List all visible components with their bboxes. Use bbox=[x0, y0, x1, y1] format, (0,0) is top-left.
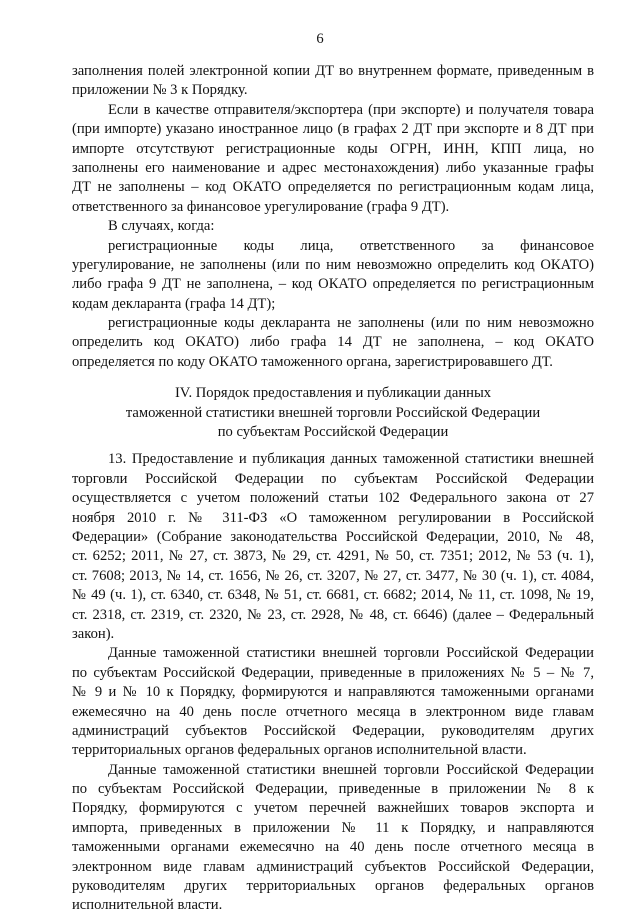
text-line: № 9 и № 10 к Порядку, формируются и направляются таможенными органами bbox=[72, 684, 594, 701]
text-line: В случаях, когда: bbox=[108, 218, 215, 235]
text-line: Данные таможенной статистики внешней торговли Российской Федерации bbox=[108, 645, 594, 662]
heading-line: по субъектам Российской Федерации bbox=[217, 424, 449, 441]
heading-line: IV. Порядок предоставления и публикации данных bbox=[174, 385, 492, 402]
text-line: регистрационные коды лица, ответственного за финансовое bbox=[108, 237, 594, 254]
text-line: по субъектам Российской Федерации, приведенные в приложениях № 5 – № 7, bbox=[72, 664, 594, 681]
text-line: Федерации» (Собрание законодательства Российской Федерации, 2010, № 48, bbox=[72, 528, 594, 545]
text-line: ст. 2318, ст. 2319, ст. 2320, № 23, ст. 2928, № 48, ст. 6646) (далее – Федеральный bbox=[72, 606, 594, 623]
document-body bbox=[72, 62, 594, 916]
text-line: заполнения полей электронной копии ДТ во внутреннем формате, приведенным в bbox=[72, 63, 594, 79]
text-line: по субъектам Российской Федерации, приведенные в приложении № 8 к bbox=[72, 781, 594, 798]
text-line: регистрационные коды декларанта не заполнены (или по ним невозможно bbox=[108, 315, 594, 332]
text-line: 13. Предоставление и публикация данных таможенной статистики внешней bbox=[108, 451, 594, 468]
text-line: определяется по коду ОКАТО таможенного органа, зарегистрировавшего ДТ. bbox=[72, 353, 553, 370]
paragraph bbox=[72, 62, 594, 101]
paragraph bbox=[72, 761, 594, 916]
text-line: кодам декларанта (графа 14 ДТ); bbox=[72, 295, 276, 312]
paragraph bbox=[72, 217, 594, 236]
text-line: Если в качестве отправителя/экспортера (при экспорте) и получателя товара bbox=[108, 101, 594, 118]
text-line: территориальных органов федеральных органов исполнительной власти. bbox=[72, 742, 527, 759]
paragraph bbox=[72, 644, 594, 760]
text-line: Данные таможенной статистики внешней торговли Российской Федерации bbox=[108, 761, 594, 778]
heading-line: таможенной статистики внешней торговли Российской Федерации bbox=[125, 404, 541, 421]
text-line: № 49 (ч. 1), ст. 6340, ст. 6348, № 51, ст. 6681, ст. 6682; 2014, № 11, ст. 1098, № 19, bbox=[72, 587, 594, 604]
text-line: закон). bbox=[72, 625, 115, 642]
text-line: урегулирование, не заполнены (или по ним невозможно определить код ОКАТО) bbox=[72, 256, 594, 273]
text-line: (при импорте) указано иностранное лицо (в графах 2 ДТ при экспорте и 8 ДТ при bbox=[72, 121, 594, 138]
paragraph bbox=[72, 450, 594, 644]
text-line: ноября 2010 г. № 311-ФЗ «О таможенном регулировании в Российской bbox=[72, 509, 594, 526]
text-line: таможенными органами ежемесячно на 40 день после отчетного месяца в bbox=[72, 839, 594, 856]
text-line: торговли Российской Федерации по субъектам Российской Федерации bbox=[72, 470, 594, 487]
paragraph bbox=[72, 237, 594, 315]
text-line: Порядку, формируются с учетом перечней важнейших товаров экспорта и bbox=[72, 800, 594, 817]
text-line: ст. 6252; 2011, № 27, ст. 3873, № 29, ст. 4291, № 50, ст. 7351; 2012, № 53 (ч. 1), bbox=[72, 548, 594, 565]
text-line: ст. 7608; 2013, № 14, ст. 1656, № 26, ст. 3207, № 27, ст. 3477, № 30 (ч. 1), ст. 4084, bbox=[72, 567, 594, 584]
page-number: 6 bbox=[316, 31, 324, 47]
text-line: ДТ не заполнены – код ОКАТО определяется по регистрационным кодам лица, bbox=[72, 179, 594, 196]
text-line: электронном виде главам администраций субъектов Российской Федерации, bbox=[72, 858, 594, 875]
text-line: ответственного за финансовое урегулирование (графа 9 ДТ). bbox=[72, 198, 450, 215]
text-line: исполнительной власти. bbox=[72, 897, 223, 914]
text-line: ежемесячно на 40 день после отчетного месяца в электронном виде главам bbox=[72, 703, 594, 720]
text-line: импорте отсутствуют регистрационные коды ОГРН, ИНН, КПП лица, но bbox=[72, 140, 594, 157]
text-line: определить код ОКАТО) либо графа 14 ДТ не заполнена, – код ОКАТО bbox=[72, 334, 594, 351]
text-line: заполнены его наименование и адрес местонахождения) либо указанные графы bbox=[72, 159, 594, 176]
text-line: администраций субъектов Российской Федерации, руководителям других bbox=[72, 722, 594, 739]
text-line: осуществляется с учетом положений статьи 102 Федерального закона от 27 bbox=[72, 490, 594, 507]
paragraph bbox=[72, 101, 594, 217]
text-line: приложении № 3 к Порядку. bbox=[72, 82, 248, 99]
section-heading bbox=[72, 384, 594, 442]
text-line: импорта, приведенных в приложении № 11 к Порядку, и направляются bbox=[72, 819, 594, 836]
text-line: либо графа 9 ДТ не заполнена, – код ОКАТО определяется по регистрационным bbox=[72, 276, 594, 293]
text-line: руководителям других территориальных органов федеральных органов bbox=[72, 878, 594, 895]
paragraph bbox=[72, 314, 594, 372]
